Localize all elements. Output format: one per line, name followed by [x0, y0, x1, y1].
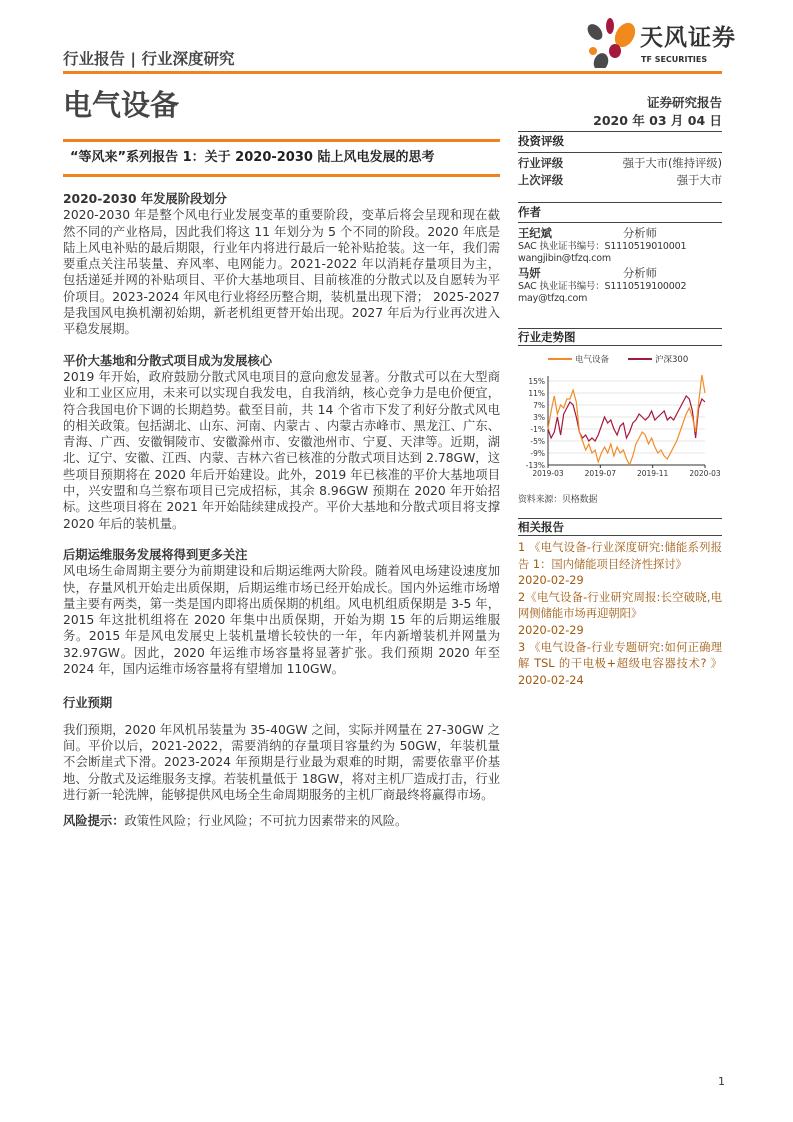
series-line-沪深300 — [548, 396, 705, 441]
trend-heading: 行业走势图 — [518, 330, 576, 344]
related-report-title[interactable]: 3 《电气设备-行业专题研究:如何正确理解 TSL 的干电极+超级电容器技术? 》 — [518, 640, 722, 671]
report-date: 2020 年 03 月 04 日 — [593, 113, 722, 128]
related-report-date: 2020-02-29 — [518, 574, 584, 588]
trend-chart — [510, 348, 725, 483]
report-kind: 证券研究报告 — [646, 95, 722, 110]
section-heading: 2020-2030 年发展阶段划分 — [63, 192, 227, 206]
related-report-item[interactable] — [518, 590, 722, 640]
section-heading: 行业预期 — [63, 696, 113, 711]
page-title: 电气设备 — [63, 88, 180, 122]
y-tick-label: 3% — [533, 413, 545, 422]
series-line-电气设备 — [548, 375, 705, 465]
related-report-item[interactable] — [518, 640, 722, 690]
y-tick-label: -5% — [530, 437, 545, 446]
author-name: 马妍 — [518, 267, 541, 280]
section-body: 风电场生命周期主要分为前期建设和后期运维两大阶段。随着风电场建设速度加快，存量风机开始走出质保期，后期运维市场已经开始成长。国内外运维市场增量主要有两类，第一类是国内即将出质保期的机组。风电机组质保期是 3-5 年， 2015 年这批机组将在 2020 年集中出质保期，开始为期 15 年的后期运维服务。2015 年是风电发展史上装机量增长较快的一年，年内新增装机并网量为 32.97GW。因此，2020 年运维市场容量将显著扩张。我们预期 2020 年至 2024 年，国内运维市场容量将有望增加 110GW。 — [63, 564, 500, 677]
authors-heading: 作者 — [518, 205, 541, 219]
x-tick-label: 2019-03 — [532, 469, 564, 478]
prev-rating-value: 强于大市 — [676, 174, 722, 187]
divider — [518, 535, 722, 536]
main-content — [63, 191, 500, 829]
legend-label: 电气设备 — [575, 355, 610, 365]
section-body: 2019 年开始，政府鼓励分散式风电项目的意向愈发显著。分散式可以在大型商业和工业区应用，未来可以实现自我发电，自我消纳，核心竞争力是电价便宜，符合我国电价下调的长期趋势。截至目前，共 14 个省市下发了利好分散式风电的相关政策。包括湖北、山东、河南、内蒙古 、内蒙古赤峰市、黑龙江、广东、青海、广西、安徽铜陵市、安徽滁州市、安徽池州市、宁夏、天津等。近期，湖北、辽宁、安徽、江西、内蒙、吉林六省已核准的分散式项目达到 2.78GW，这些项目预期将在 2020 年后开始建设。此外，2019 年已核准的平价大基地项目中，兴安盟和乌兰察布项目已完成招标，其余 8.96GW 预期在 2020 年开始招标。这些项目将在 2021 年开始陆续建成投产。平价大基地和分散式项目将支撑 2020 年后的装机量。 — [63, 369, 500, 531]
risk-text: 政策性风险；行业风险；不可抗力因素带来的风险。 — [124, 814, 408, 829]
report-subtitle: “等风来”系列报告 1：关于 2020-2030 陆上风电发展的思考 — [70, 150, 435, 165]
author-name: 王纪斌 — [518, 227, 552, 240]
logo-text: 天风证券 — [640, 25, 736, 51]
section-body: 2020-2030 年是整个风电行业发展变革的重要阶段，变革后将会呈现和现在截然不同的产业格局，因此我们将这 11 年划分为 5 个不同的阶段。2020 年底是陆上风电补贴的最后期限，行业年内将进行最后一轮补贴抢装。这一年，我们需要重点关注吊装量、弃风率、电网能力。2021-2022 年以消耗存量项目为主，包括递延并网的补贴项目、平价大基地项目、目前核准的分散式以及自愿转为平价项目。2023-2024 年风电行业将经历整合期，装机量出现下滑； 2025-2027 是我国风电换机潮初始期，新老机组更替开始出现。2027 年后为行业再次进入平稳发展期。 — [63, 208, 500, 337]
author-role: 分析师 — [623, 227, 657, 240]
x-tick-label: 2019-11 — [636, 469, 669, 478]
x-tick-label: 2019-07 — [584, 469, 617, 478]
industry-rating-value: 强于大市(维持评级) — [622, 157, 722, 170]
related-reports — [518, 540, 722, 689]
y-tick-label: -13% — [525, 461, 545, 470]
y-tick-label: 15% — [528, 377, 545, 386]
header-divider — [63, 71, 722, 74]
legend-label: 沪深300 — [655, 355, 689, 365]
subtitle-divider-top — [63, 139, 500, 142]
x-tick-label: 2020-03 — [689, 469, 721, 478]
prev-rating-label: 上次评级 — [518, 174, 564, 187]
rating-box — [518, 135, 722, 188]
author — [518, 227, 722, 265]
page-number: 1 — [718, 1075, 725, 1088]
related-report-date: 2020-02-24 — [518, 673, 584, 687]
industry-rating-label: 行业评级 — [518, 157, 564, 170]
y-tick-label: 11% — [528, 389, 545, 398]
risk-label: 风险提示： — [63, 814, 125, 829]
related-report-title[interactable]: 2《电气设备-行业研究周报:长空破晓,电网侧储能市场再迎朝阳》 — [518, 590, 722, 621]
author-role: 分析师 — [623, 267, 657, 280]
author-sac: SAC 执业证书编号：S1110519010001 — [518, 241, 687, 252]
authors-box — [518, 206, 722, 305]
divider — [518, 518, 722, 519]
author-email[interactable]: may@tfzq.com — [518, 293, 588, 304]
section-body: 我们预期，2020 年风机吊装量为 35-40GW 之间，实际并网量在 27-30GW 之间。平价以后，2021-2022，需要消纳的存量项目容量约为 50GW，年装机量不会断崖式下滑。2023-2024 年预期是行业最为艰难的时期，需要依靠平价基地、分散式及运维服务支撑。若装机量低于 18GW，将对主机厂造成打击，行业进行新一轮洗牌，能够提供风电场全生命周期服务的主机厂商最终将赢得市场。 — [63, 722, 500, 802]
author-sac: SAC 执业证书编号：S1110519100002 — [518, 281, 687, 292]
author — [518, 267, 722, 305]
y-tick-label: 7% — [533, 401, 545, 410]
related-report-title[interactable]: 1 《电气设备-行业深度研究:储能系列报告 1：国内储能项目经济性探讨》 — [518, 541, 722, 571]
related-report-date: 2020-02-29 — [518, 623, 584, 637]
breadcrumb: 行业报告 | 行业深度研究 — [63, 50, 235, 68]
logo-subtext: TF SECURITIES — [641, 55, 708, 64]
rating-heading: 投资评级 — [518, 134, 564, 148]
author-email[interactable]: wangjibin@tfzq.com — [518, 253, 611, 264]
related-report-item[interactable] — [518, 540, 722, 590]
related-heading: 相关报告 — [518, 520, 564, 534]
y-tick-label: -9% — [530, 449, 545, 458]
divider — [518, 202, 722, 203]
divider — [518, 345, 722, 346]
chart-source: 资料来源：贝格数据 — [518, 495, 598, 505]
divider — [518, 131, 722, 132]
section-heading: 平价大基地和分散式项目成为发展核心 — [63, 353, 273, 368]
divider — [518, 328, 722, 329]
risk-note — [63, 813, 500, 829]
subtitle-divider-bottom — [63, 174, 500, 177]
section-heading: 后期运维服务发展将得到更多关注 — [63, 547, 248, 562]
y-tick-label: -1% — [530, 425, 545, 434]
